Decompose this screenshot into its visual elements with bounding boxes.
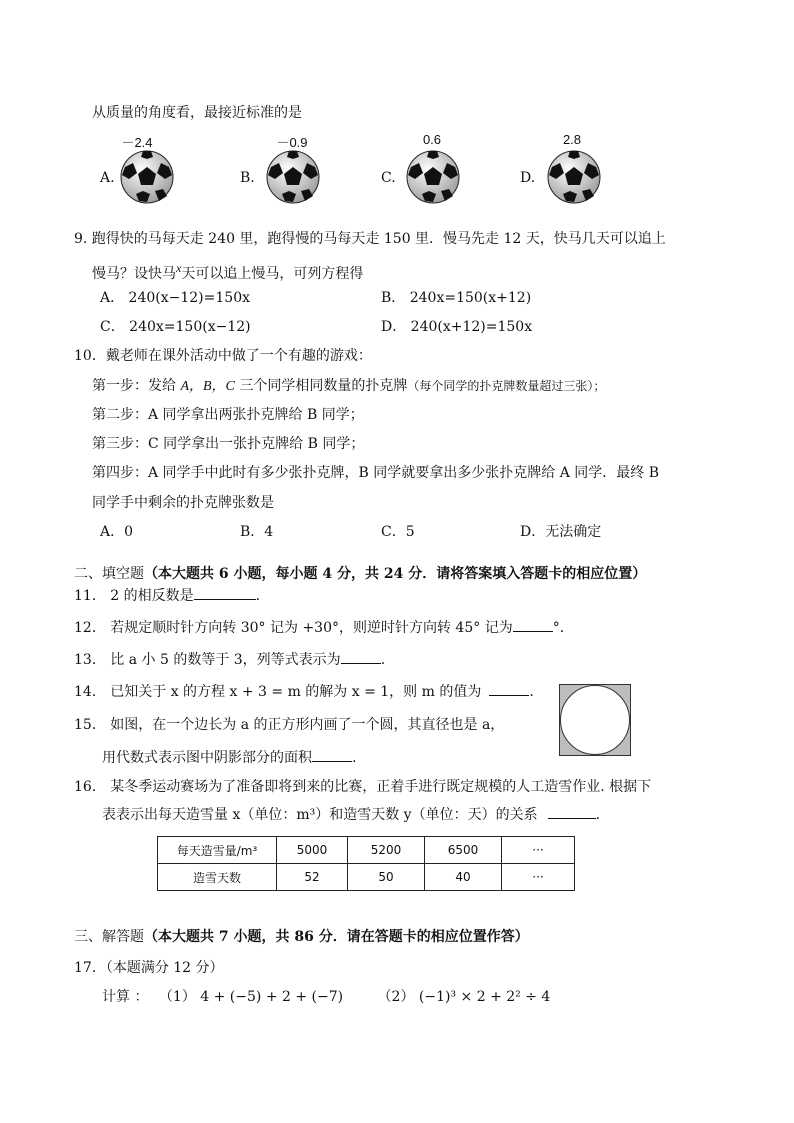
table-cell: 5200 [348,837,425,864]
answer-blank[interactable] [548,804,596,819]
q15-text: 用代数式表示图中阴影部分的面积 [102,750,312,766]
q13-text: 13． 比 a 小 5 的数等于 3，列等式表示为 [74,652,341,668]
snow-table [157,836,575,891]
option-a-letter: A. [100,170,115,186]
q17-part2: （2） (−1)³ × 2 + 2² ÷ 4 [377,989,551,1005]
q9-option-c: C． 240x=150(x−12) [100,319,251,335]
table-cell: 50 [348,864,425,891]
q16-line1: 16． 某冬季运动赛场为了准备即将到来的比赛，正着手进行既定规模的人工造雪作业. 根据下 [74,779,652,795]
ball-label-a: －2.4 [121,135,153,150]
soccer-ball-icon [119,149,175,205]
table-row [158,837,575,864]
q14-end: . [529,684,534,700]
q10-step1 [92,376,605,397]
q11 [74,585,270,606]
square-circle-figure [559,684,631,756]
q9-option-d: D． 240(x+12)=150x [381,319,533,335]
q14-text: 14． 已知关于 x 的方程 x + 3 = m 的解为 x = 1，则 m 的值为 [74,684,482,700]
q10-step1-b: A，B，C [180,379,235,394]
q10-option-b: B．4 [240,524,274,540]
q10-step1-c: 三个同学相同数量的扑克牌 [234,378,408,394]
section2-title-b: （本大题共 6 小题，每小题 4 分，共 24 分．请将答案填入答题卡的相应位置） [144,566,647,582]
q9-line2-b: 天可以追上慢马，可列方程得 [181,266,364,282]
section3-title [74,927,529,947]
q12-end: °． [552,620,574,636]
section2-title-a: 二、填空题 [74,566,144,582]
option-d-letter: D. [520,170,536,186]
option-b-letter: B. [240,170,255,186]
q9-option-a: A． 240(x−12)=150x [100,290,250,306]
answer-blank[interactable] [513,617,553,632]
q17-calc-label: 计算 ： [102,989,149,1005]
table-cell: 6500 [425,837,502,864]
q17-calc [102,987,550,1007]
q15-line1: 15． 如图，在一个边长为 a 的正方形内画了一个圆，其直径也是 a， [74,717,505,733]
q17-part1: （1） 4 + (−5) + 2 + (−7) [158,989,344,1005]
inscribed-circle [560,685,630,755]
q9-option-b: B． 240x=150(x+12) [381,290,532,306]
ball-label-c: 0.6 [422,132,442,147]
q13-end: . [380,652,386,668]
q11-end: ． [255,588,270,604]
q16-text: 表表示出每天造雪量 x（单位：m³）和造雪天数 y（单位：天）的关系 [102,807,538,823]
q16-line2 [102,804,610,825]
ball-label-d: 2.8 [562,132,582,147]
q16-end: ． [595,807,610,823]
q15-line2 [102,747,356,768]
answer-blank[interactable] [489,681,529,696]
q10-line1: 10．戴老师在课外活动中做了一个有趣的游戏： [74,348,372,364]
q10-step5: 同学手中剩余的扑克牌张数是 [92,495,274,511]
q15-end: . [352,750,357,766]
soccer-ball-icon [546,149,602,205]
q9-line2 [92,258,363,284]
q9-line1: 9. 跑得快的马每天走 240 里，跑得慢的马每天走 150 里．慢马先走 12 天，快马几天可以追上 [74,231,666,247]
table-cell: 52 [277,864,348,891]
answer-blank[interactable] [341,649,381,664]
answer-blank[interactable] [194,585,256,600]
q9-line2-a: 慢马？设快马 [92,266,176,282]
section2-title [74,564,646,584]
table-cell: 5000 [277,837,348,864]
table-cell: ··· [502,837,575,864]
table-row [158,864,575,891]
q10-step2: 第二步：A 同学拿出两张扑克牌给 B 同学； [92,407,364,423]
q10-option-d: D．无法确定 [520,524,602,540]
q14 [74,681,534,702]
soccer-ball-icon [265,149,321,205]
ball-label-b: －0.9 [276,135,308,150]
q10-step1-a: 第一步：发给 [92,378,181,394]
q12-text: 12． 若规定顺时针方向转 30° 记为 +30°，则逆时针方向转 45° 记为 [74,620,513,636]
answer-blank[interactable] [312,747,352,762]
q10-step1-d: （每个同学的扑克牌数量超过三张）； [407,379,606,393]
q11-text: 11． 2 的相反数是 [74,588,194,604]
q17-head: 17．（本题满分 12 分） [74,960,224,976]
section3-title-b: （本大题共 7 小题，共 86 分．请在答题卡的相应位置作答） [144,929,529,945]
q10-option-a: A．0 [100,524,134,540]
table-header-cell: 造雪天数 [158,864,277,891]
option-c-letter: C. [381,170,396,186]
soccer-ball-icon [405,149,461,205]
table-header-cell: 每天造雪量/m³ [158,837,277,864]
q12 [74,617,574,638]
q9-variable: x [176,261,182,275]
q8-stem: 从质量的角度看，最接近标准的是 [92,105,302,121]
table-cell: ··· [502,864,575,891]
q10-step4: 第四步：A 同学手中此时有多少张扑克牌，B 同学就要拿出多少张扑克牌给 A 同学．最终 B [92,465,660,481]
q13 [74,649,385,670]
q10-option-c: C．5 [381,524,415,540]
section3-title-a: 三、解答题 [74,929,144,945]
q10-step3: 第三步：C 同学拿出一张扑克牌给 B 同学； [92,436,365,452]
table-cell: 40 [425,864,502,891]
